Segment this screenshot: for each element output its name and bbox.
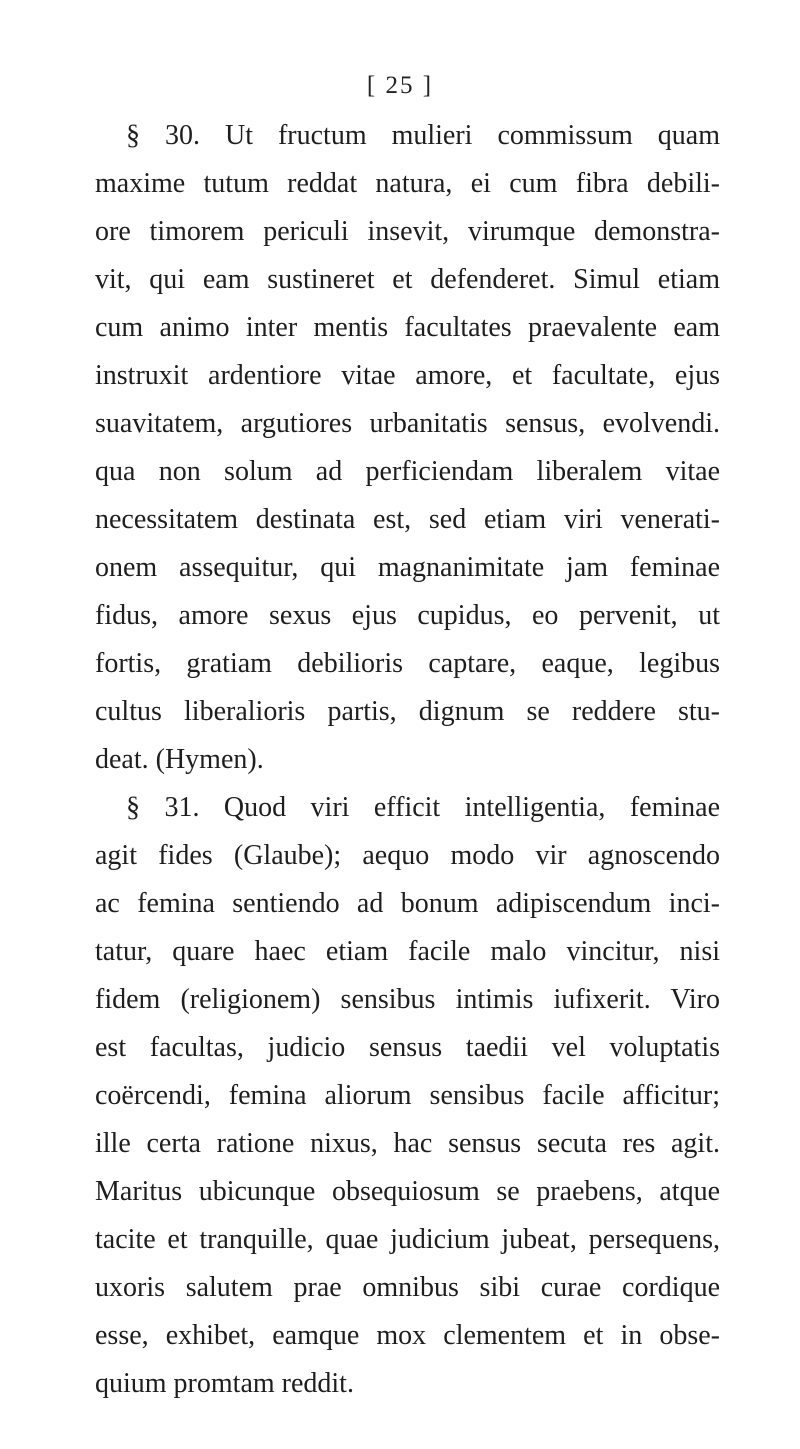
page-number: [ 25 ] [366,72,434,99]
text-line: ac femina sentiendo ad bonum adipiscendum inci- [95,888,720,919]
text-line: fortis, gratiam debilioris captare, eaque, legibus [95,648,720,679]
text-line: quium promtam reddit. [95,1368,354,1399]
text-line: fidem (religionem) sensibus intimis iufixerit. Viro [95,984,720,1015]
text-line: coërcendi, femina aliorum sensibus facile afficitur; [95,1080,720,1111]
text-line: ore timorem periculi insevit, virumque demonstra- [95,216,720,247]
text-line: esse, exhibet, eamque mox clementem et in obse- [95,1320,720,1351]
text-line: ille certa ratione nixus, hac sensus secuta res agit. [95,1128,720,1159]
text-line: necessitatem destinata est, sed etiam viri venerati- [95,504,720,535]
text-line: instruxit ardentiore vitae amore, et facultate, ejus [95,360,720,391]
text-line: cum animo inter mentis facultates praevalente eam [95,312,720,343]
text-line: est facultas, judicio sensus taedii vel voluptatis [95,1032,720,1063]
text-line: tatur, quare haec etiam facile malo vincitur, nisi [95,936,720,967]
text-line: deat. (Hymen). [95,744,264,775]
text-line: agit fides (Glaube); aequo modo vir agnoscendo [95,840,720,871]
text-line: maxime tutum reddat natura, ei cum fibra debili- [95,168,720,199]
text-line: § 31. Quod viri efficit intelligentia, feminae [126,792,720,823]
text-line: § 30. Ut fructum mulieri commissum quam [126,120,720,151]
text-line: uxoris salutem prae omnibus sibi curae cordique [95,1272,720,1303]
text-line: onem assequitur, qui magnanimitate jam feminae [95,552,720,583]
text-line: cultus liberalioris partis, dignum se reddere stu- [95,696,720,727]
text-line: vit, qui eam sustineret et defenderet. Simul etiam [95,264,720,295]
text-line: Maritus ubicunque obsequiosum se praebens, atque [95,1176,720,1207]
text-line: suavitatem, argutiores urbanitatis sensus, evolvendi. [95,408,720,439]
text-line: tacite et tranquille, quae judicium jubeat, persequens, [95,1224,720,1255]
body-text [95,112,720,1408]
text-line: fidus, amore sexus ejus cupidus, eo pervenit, ut [95,600,720,631]
text-line: qua non solum ad perficiendam liberalem vitae [95,456,720,487]
